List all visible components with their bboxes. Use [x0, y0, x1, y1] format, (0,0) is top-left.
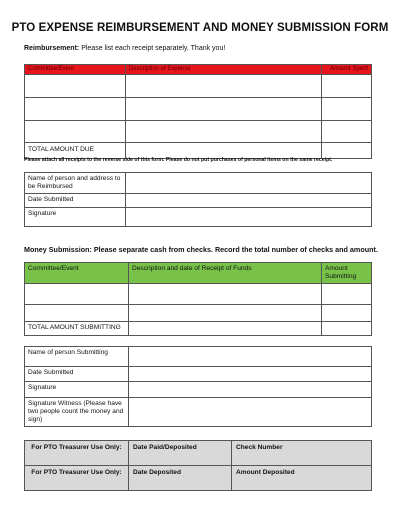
total-submitting-amount[interactable]: [322, 321, 372, 335]
entry-cell[interactable]: [322, 121, 372, 143]
header-committee-event: Committee/Event: [25, 263, 129, 284]
treasurer-table: [24, 440, 372, 491]
name-address-input[interactable]: [126, 173, 372, 194]
entry-cell[interactable]: [25, 283, 129, 304]
attach-receipts-note: Please attach all receipts to the reverse side of this form. Please do not put purchases of personal items on the same receipt.: [24, 157, 333, 163]
header-committee-event: Committee/Event: [25, 65, 126, 75]
entry-cell[interactable]: [129, 321, 322, 335]
total-row: [25, 321, 372, 335]
reimbursement-signature-table: [24, 172, 372, 227]
table-row: [25, 98, 372, 121]
treasurer-use-label: For PTO Treasurer Use Only:: [25, 441, 129, 466]
reimbursement-intro: [24, 45, 225, 52]
field-label: Signature: [25, 382, 129, 398]
field-label: Date Submitted: [25, 367, 129, 382]
table-header-row: [25, 65, 372, 75]
entry-cell[interactable]: [126, 75, 322, 98]
date-submitted-input[interactable]: [129, 367, 372, 382]
table-row: [25, 208, 372, 227]
entry-cell[interactable]: [25, 304, 129, 321]
table-row: [25, 466, 372, 491]
date-paid-field[interactable]: Date Paid/Deposited: [129, 441, 232, 466]
table-row: [25, 398, 372, 427]
witness-signature-input[interactable]: [129, 398, 372, 427]
reimbursement-label: Reimbursement:: [24, 45, 80, 52]
date-deposited-field[interactable]: Date Deposited: [129, 466, 232, 491]
reimbursement-instruction: Please list each receipt separately. Thank you!: [81, 45, 226, 52]
table-row: [25, 304, 372, 321]
table-row: [25, 194, 372, 208]
table-row: [25, 382, 372, 398]
table-row: [25, 367, 372, 382]
reimbursement-table: [24, 64, 372, 159]
treasurer-use-label: For PTO Treasurer Use Only:: [25, 466, 129, 491]
table-row: [25, 441, 372, 466]
total-due-label: TOTAL AMOUNT DUE: [25, 143, 126, 159]
table-row: [25, 173, 372, 194]
table-row: [25, 121, 372, 143]
field-label: Name of person and address to be Reimbursed: [25, 173, 126, 194]
entry-cell[interactable]: [126, 98, 322, 121]
entry-cell[interactable]: [322, 98, 372, 121]
field-label: Name of person Submitting: [25, 347, 129, 367]
field-label: Signature: [25, 208, 126, 227]
total-submitting-label: TOTAL AMOUNT SUBMITTING: [25, 321, 129, 335]
money-submission-heading: Money Submission: Please separate cash from checks. Record the total number of checks and amount.: [24, 245, 378, 254]
submission-signature-table: [24, 346, 372, 427]
entry-cell[interactable]: [129, 304, 322, 321]
entry-cell[interactable]: [322, 75, 372, 98]
date-submitted-input[interactable]: [126, 194, 372, 208]
entry-cell[interactable]: [25, 121, 126, 143]
entry-cell[interactable]: [322, 304, 372, 321]
header-amount: Amount Submitting: [322, 263, 372, 284]
form-title: PTO EXPENSE REIMBURSEMENT AND MONEY SUBMISSION FORM: [11, 22, 389, 34]
money-submission-table: [24, 262, 372, 336]
entry-cell[interactable]: [25, 98, 126, 121]
entry-cell[interactable]: [322, 283, 372, 304]
header-description: Description of Expense: [126, 65, 322, 75]
entry-cell[interactable]: [129, 283, 322, 304]
table-row: [25, 347, 372, 367]
amount-deposited-field[interactable]: Amount Deposited: [232, 466, 372, 491]
field-label: Signature Witness (Please have two people count the money and sign): [25, 398, 129, 427]
signature-input[interactable]: [126, 208, 372, 227]
submitter-name-input[interactable]: [129, 347, 372, 367]
check-number-field[interactable]: Check Number: [232, 441, 372, 466]
table-row: [25, 75, 372, 98]
signature-input[interactable]: [129, 382, 372, 398]
entry-cell[interactable]: [25, 75, 126, 98]
table-header-row: [25, 263, 372, 284]
table-row: [25, 283, 372, 304]
header-description: Description and date of Receipt of Funds: [129, 263, 322, 284]
header-amount: Amount Spent: [322, 65, 372, 75]
entry-cell[interactable]: [126, 121, 322, 143]
field-label: Date Submitted: [25, 194, 126, 208]
